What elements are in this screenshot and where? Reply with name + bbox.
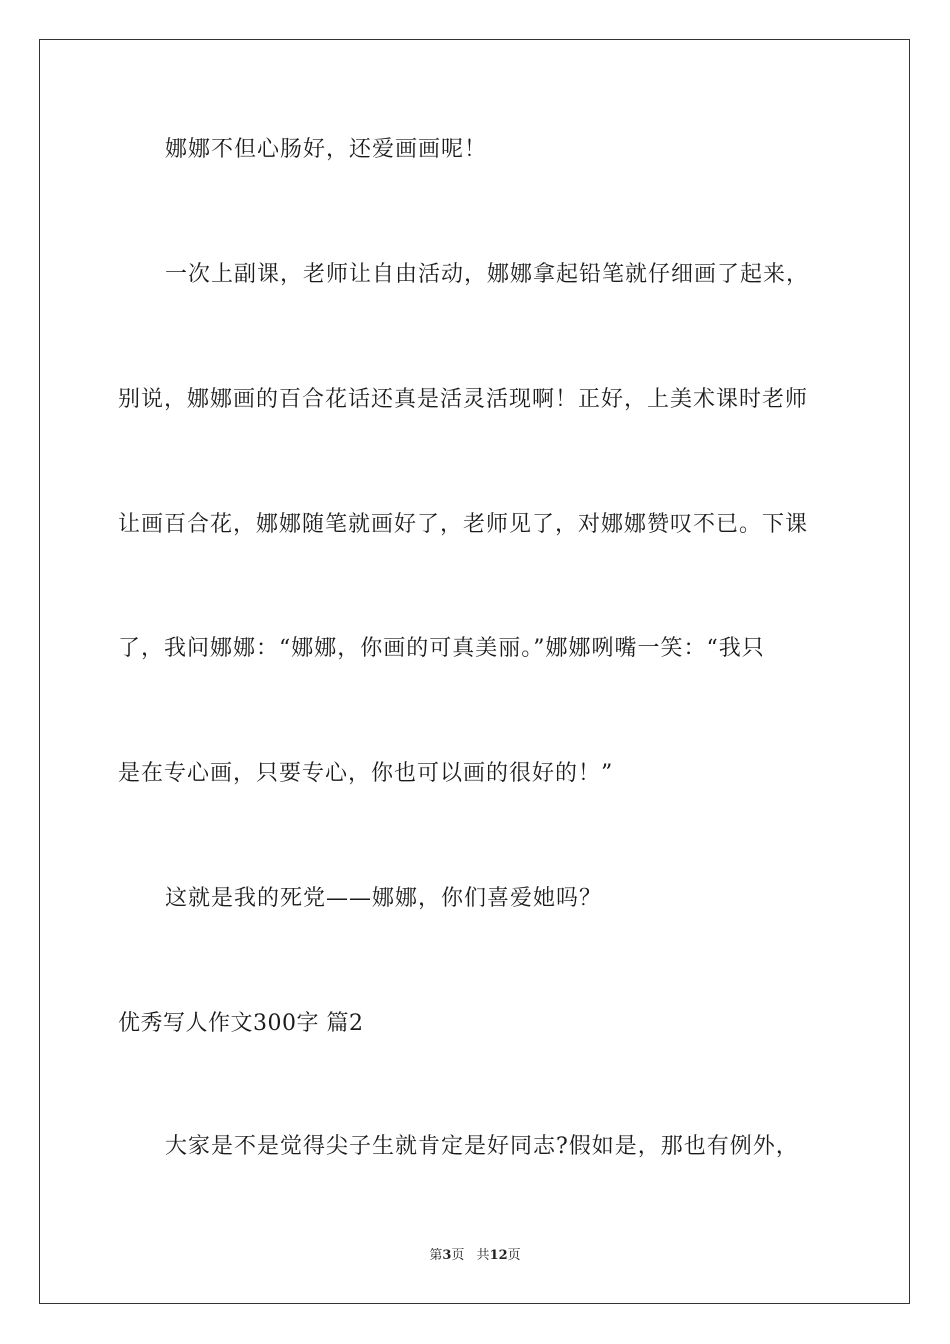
page-border bbox=[39, 39, 910, 1304]
paragraph-line-7: 这就是我的死党——娜娜，你们喜爱她吗？ bbox=[165, 886, 603, 911]
total-suffix: 页 bbox=[507, 1248, 521, 1263]
paragraph-line-2: 一次上副课，老师让自由活动，娜娜拿起铅笔就仔细画了起来， bbox=[165, 262, 810, 287]
page-indicator bbox=[429, 1248, 464, 1263]
page-prefix: 第 bbox=[429, 1248, 443, 1263]
page-suffix: 页 bbox=[451, 1248, 465, 1263]
total-prefix: 共 bbox=[476, 1248, 490, 1263]
paragraph-line-3: 别说，娜娜画的百合花话还真是活灵活现啊！正好，上美术课时老师 bbox=[118, 387, 809, 412]
paragraph-line-5: 了，我问娜娜：“娜娜，你画的可真美丽。”娜娜咧嘴一笑：“我只 bbox=[118, 636, 765, 661]
section-heading: 优秀写人作文300字 篇2 bbox=[118, 1011, 364, 1036]
page-number: 3 bbox=[442, 1248, 452, 1263]
paragraph-line-4: 让画百合花，娜娜随笔就画好了，老师见了，对娜娜赞叹不已。下课 bbox=[118, 512, 809, 537]
paragraph-line-6: 是在专心画，只要专心，你也可以画的很好的！” bbox=[118, 761, 614, 786]
page-footer bbox=[0, 1248, 950, 1264]
total-indicator bbox=[477, 1248, 521, 1263]
paragraph-line-1: 娜娜不但心肠好，还爱画画呢！ bbox=[165, 137, 488, 162]
total-number: 12 bbox=[489, 1248, 508, 1263]
paragraph-line-9: 大家是不是觉得尖子生就肯定是好同志?假如是，那也有例外， bbox=[165, 1134, 799, 1159]
